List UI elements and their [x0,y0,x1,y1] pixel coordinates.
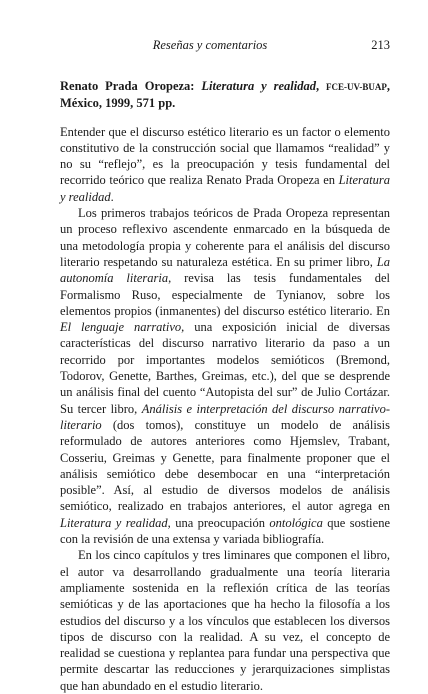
reference-separator: , [315,79,327,93]
text-run: Entender que el discurso estético literario es un factor o elemento constitutivo de la construcción social que llamamos “realidad” y no su “reflejo”, es la preocupación y tesis fundamental del recorrido teórico que realiza Renato Prada Oropeza en [60,124,390,188]
italic-text-run: Literatura y realidad [60,173,390,204]
running-title: Reseñas y comentarios [152,38,268,52]
reference-details: , México, 1999, 571 pp. [60,79,390,111]
italic-text-run: El lenguaje narrativo, [60,320,185,335]
paragraph-1 [60,124,390,205]
text-run: que sostiene con la revisión de una extensa y variada bibliografía. [60,515,390,547]
italic-text-run: La autonomía literaria [60,254,390,286]
text-run: una preocupación [170,515,270,530]
text-run: una exposición inicial de diversas características del discurso narrativo literario da paso a un recorrido por importantes modelos semióticos (Bremond, Todorov, Genette, Barthes, Greimas, etc.), del que se desprende un análisis final del cuento “Autopista del sur” de Julio Cortázar. Su tercer libro, [60,320,391,416]
italic-text-run: ontológica [269,515,323,530]
bibliographic-reference [60,78,390,112]
text-run: En los cinco capítulos y tres liminares que componen el libro, el autor va desarrollando gradualmente una teoría literaria ampliamente sostenida en la reflexión crítica de las teorías semióticas y de las aportaciones que ha hecho la filosofía a los estudios del discurso y a los vínculos que establecen los diversos tipos de discurso con la realidad. A su vez, el concepto de realidad se cuestiona y replantea para fundar una perspectiva que permite descartar las reducciones y jerarquizaciones simplistas que han abundado en el estudio literario. [60,548,390,693]
paragraph-3 [60,547,390,694]
text-run: , revisa las tesis fundamentales del Formalismo Ruso, especialmente de Tynianov, sobre los elementos propios (inmanentes) del discurso estético literario. En [60,271,390,318]
text-run: . [110,189,114,204]
reference-title: Literatura y realidad [201,79,316,93]
running-header [60,38,390,56]
reference-author: Renato Prada Oropeza: [60,79,195,93]
review-body [60,78,390,694]
text-run: Los primeros trabajos teóricos de Prada Oropeza representan un proceso reflexivo ascendente enmarcado en la búsqueda de una metodología propia y coherente para el análisis del discurso literario respetando su naturaleza estética. En su primer libro, [60,206,390,269]
reference-publisher: FCE-UV-BUAP [326,82,387,92]
paragraph-2 [60,205,390,547]
italic-text-run: Análisis e interpretación del discurso narrativo-literario [60,401,390,432]
italic-text-run: Literatura y realidad, [60,515,171,530]
text-run: (dos tomos), constituye un modelo de análisis reformulado de autores anteriores como Hjemslev, Trabant, Cosseriu, Greimas y Genette, para finalmente proponer que el análisis semiótico debe desembocar en una “interpretación posible”. Así, al estudio de diversos modelos de análisis semiótico, realizado en trabajos anteriores, el autor agrega en [60,417,390,514]
page-number: 213 [371,38,390,52]
